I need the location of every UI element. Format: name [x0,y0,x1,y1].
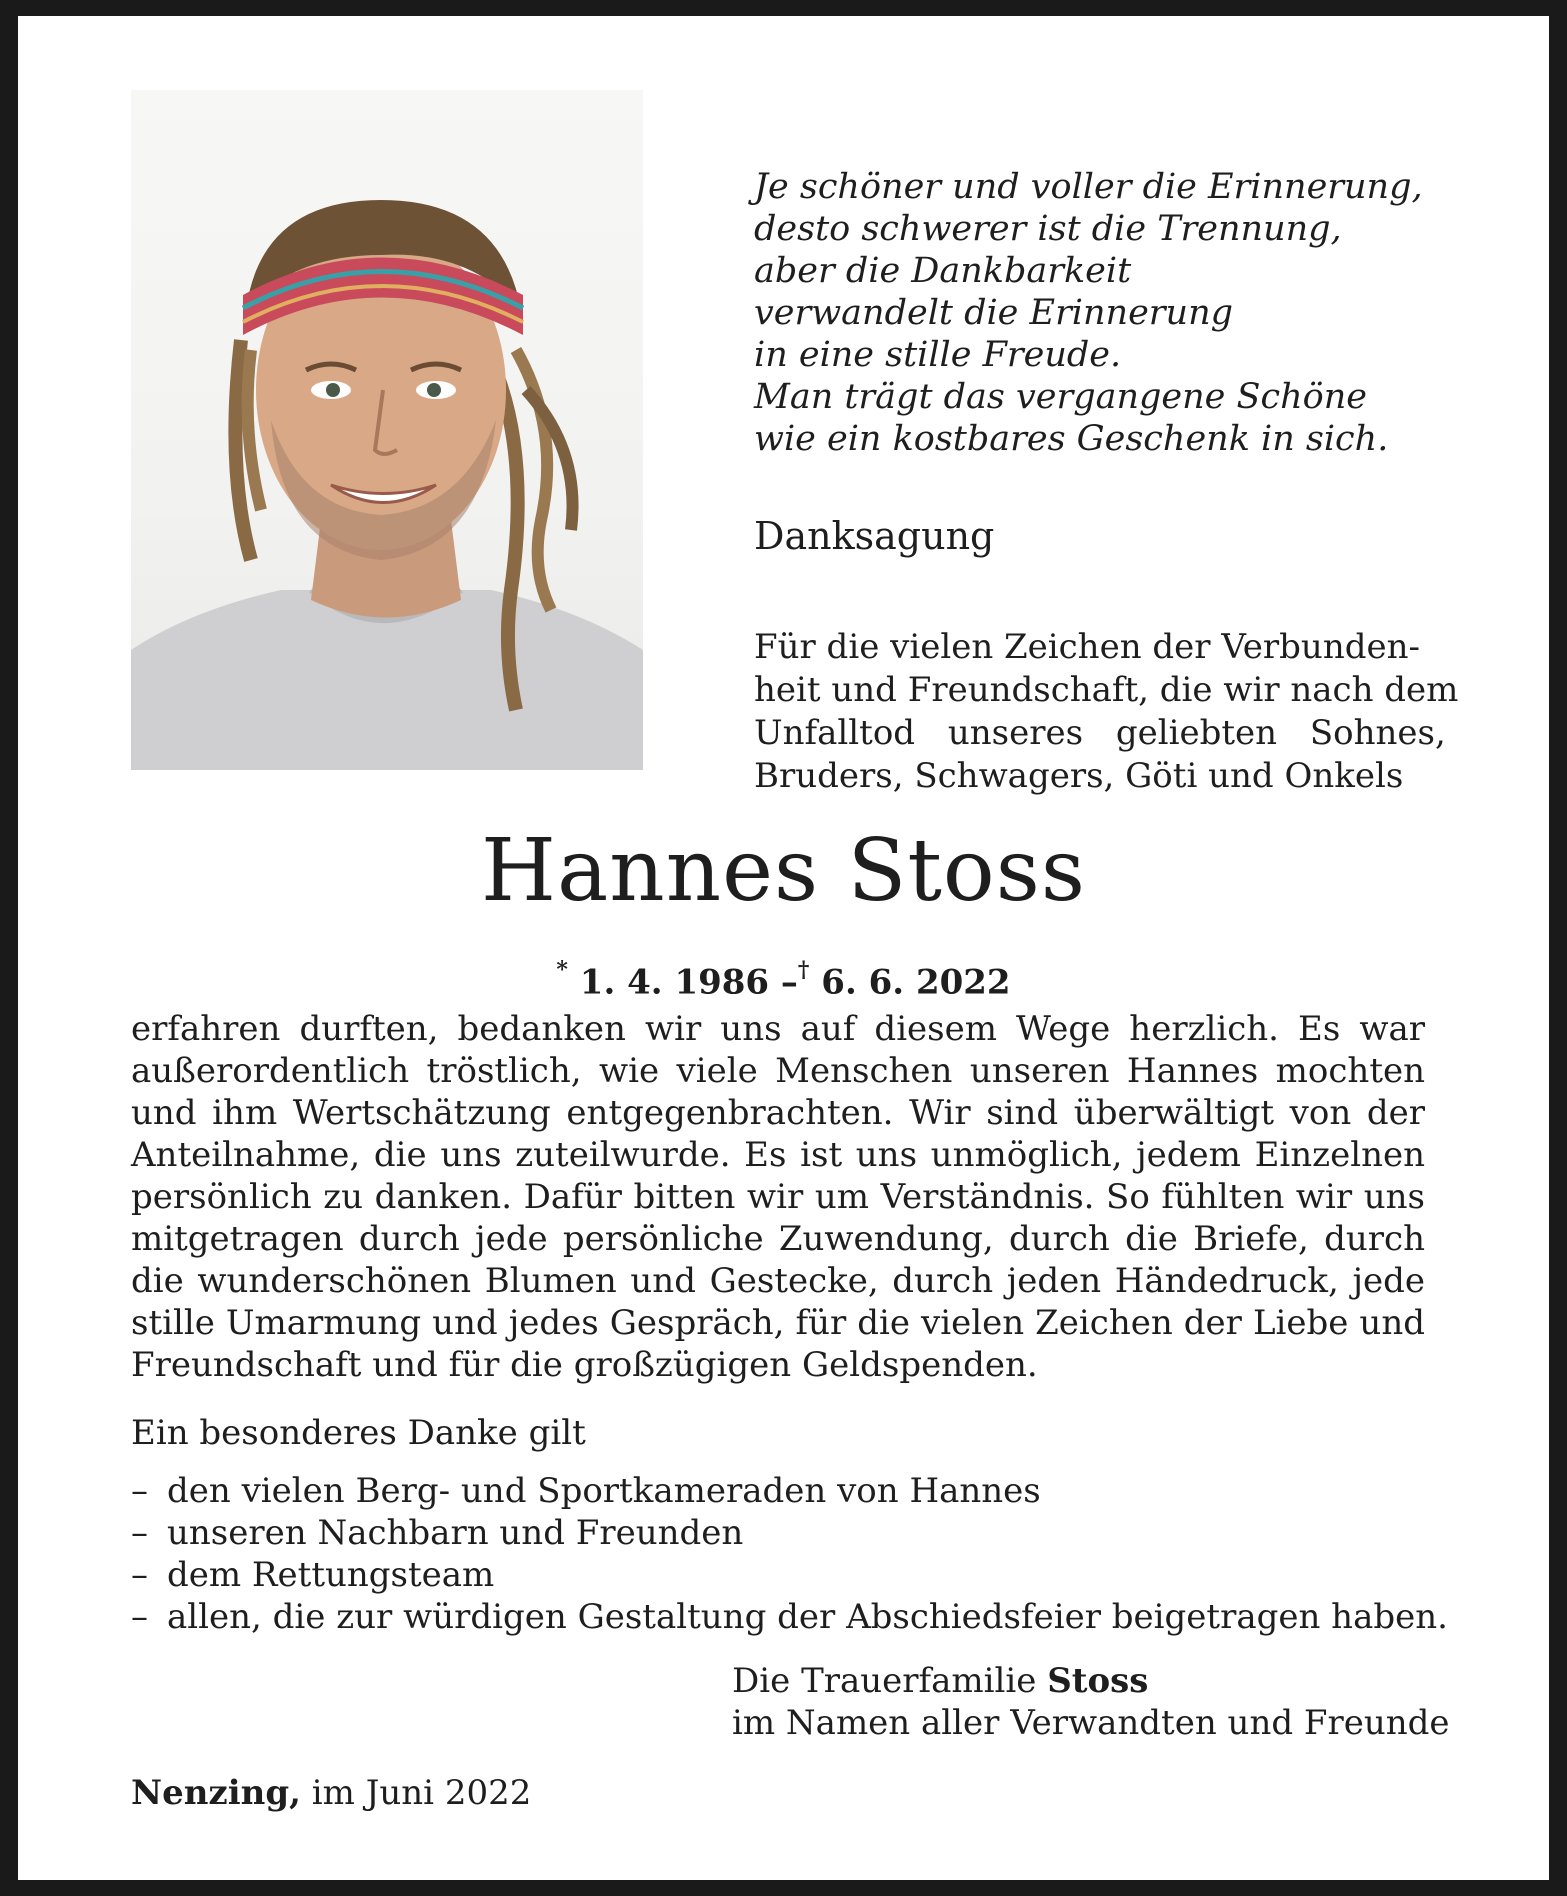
intro-line: Bruders, Schwagers, Göti und Onkels [754,756,1404,796]
quote-line: verwandelt die Erinnerung [754,293,1234,333]
quote-line: Man trägt das vergangene Schöne [754,377,1367,417]
paragraph-line: stille Umarmung und jedes Gespräch, für die vielen Zeichen der Liebe und [131,1303,1425,1343]
intro-line: Für die vielen Zeichen der Verbunden- [754,627,1420,667]
deceased-name: Hannes Stoss [481,821,1086,921]
paragraph-line: Anteilnahme, die uns zuteilwurde. Es ist uns unmöglich, jedem Einzelnen [131,1135,1425,1175]
list-item [131,1554,1431,1596]
family-name: Stoss [1047,1661,1149,1701]
death-symbol: † [797,957,810,983]
list-item [131,1470,1431,1512]
signature-line-2: im Namen aller Verwandten und Freunde [732,1703,1450,1743]
list-item [131,1512,1431,1554]
quote-line: in eine stille Freude. [754,335,1122,375]
birth-symbol: * [556,957,568,983]
paragraph-line: persönlich zu danken. Dafür bitten wir um Verständnis. So fühlten wir uns [131,1177,1425,1217]
thanks-paragraph [131,1008,1425,1386]
signature-prefix: Die Trauerfamilie [732,1661,1037,1701]
special-thanks-list [131,1470,1448,1638]
death-date: 6. 6. 2022 [821,962,1011,1003]
paragraph-line: und ihm Wertschätzung entgegenbrachten. Wir sind überwältigt von der [131,1093,1425,1133]
paragraph-line: außerordentlich tröstlich, wie viele Menschen unseren Hannes mochten [131,1051,1425,1091]
list-item-text: allen, die zur würdigen Gestaltung der Abschiedsfeier beigetragen haben. [167,1597,1448,1637]
section-heading: Danksagung [754,514,995,558]
quote-line: desto schwerer ist die Trennung, [754,209,1342,249]
list-item-text: den vielen Berg- und Sportkameraden von Hannes [167,1471,1041,1511]
list-bullet: – [131,1597,148,1637]
intro-paragraph [754,626,1459,798]
intro-line: Unfalltod unseres geliebten Sohnes, [754,713,1446,753]
portrait-photo [131,90,643,770]
portrait-illustration [131,90,643,770]
list-bullet: – [131,1471,148,1511]
paragraph-line: die wunderschönen Blumen und Gestecke, durch jeden Händedruck, jede [131,1261,1425,1301]
list-item-text: unseren Nachbarn und Freunden [167,1513,744,1553]
place-date [131,1772,531,1814]
date-text: im Juni 2022 [311,1773,532,1813]
paragraph-line: Freundschaft und für die großzügigen Geldspenden. [131,1345,1038,1385]
list-bullet: – [131,1555,148,1595]
family-signature [732,1660,1450,1744]
list-bullet: – [131,1513,148,1553]
signature-line-1 [732,1660,1450,1702]
quote-line: Je schöner und voller die Erinnerung, [754,167,1423,207]
intro-line: heit und Freundschaft, die wir nach dem [754,670,1459,710]
quote-line: wie ein kostbares Geschenk in sich. [754,419,1389,459]
place-name: Nenzing, [131,1773,301,1813]
life-dates [18,952,1549,1004]
date-separator: – [780,962,798,1003]
obituary-page [18,16,1549,1880]
paragraph-line: mitgetragen durch jede persönliche Zuwendung, durch die Briefe, durch [131,1219,1425,1259]
list-item-text: dem Rettungsteam [167,1555,495,1595]
memorial-quote [754,166,1474,460]
quote-line: aber die Dankbarkeit [754,251,1132,291]
special-thanks-heading: Ein besonderes Danke gilt [131,1413,586,1453]
birth-date: 1. 4. 1986 [579,962,770,1003]
paragraph-line: erfahren durften, bedanken wir uns auf diesem Wege herzlich. Es war [131,1009,1425,1049]
list-item [131,1596,1448,1638]
